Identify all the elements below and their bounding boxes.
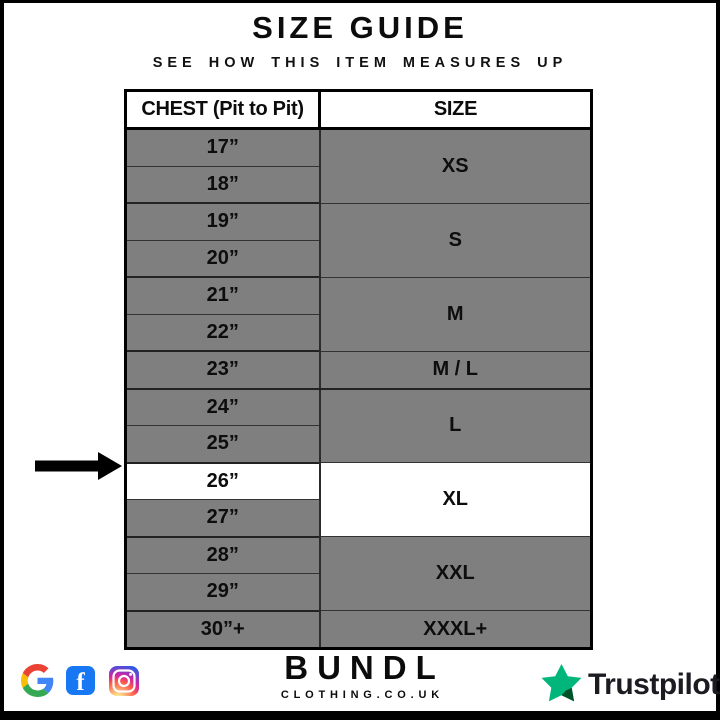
chest-cell: 19” xyxy=(126,203,320,240)
chest-cell: 25” xyxy=(126,426,320,463)
chest-cell: 28” xyxy=(126,537,320,574)
chest-cell: 21” xyxy=(126,277,320,314)
page-subtitle: SEE HOW THIS ITEM MEASURES UP xyxy=(152,55,568,71)
facebook-f-glyph: f xyxy=(76,669,85,695)
chest-cell: 20” xyxy=(126,240,320,277)
frame-border-bottom xyxy=(0,711,720,720)
row-indicator-arrow-icon xyxy=(35,452,122,480)
size-cell: L xyxy=(320,389,592,463)
size-row xyxy=(126,203,592,240)
size-column-header: SIZE xyxy=(320,91,592,129)
chest-cell: 24” xyxy=(126,389,320,426)
size-cell: M xyxy=(320,277,592,351)
chest-cell: 22” xyxy=(126,314,320,351)
size-table xyxy=(124,89,593,650)
brand-name: BUNDL xyxy=(284,649,445,686)
frame-border-top xyxy=(0,0,720,3)
size-cell: XS xyxy=(320,129,592,204)
size-cell: XXL xyxy=(320,537,592,611)
size-row xyxy=(126,129,592,167)
size-table-header-row xyxy=(126,91,592,129)
size-row xyxy=(126,277,592,314)
size-row-highlighted xyxy=(126,463,592,500)
size-row xyxy=(126,351,592,389)
chest-cell: 23” xyxy=(126,351,320,389)
size-cell: XXXL+ xyxy=(320,611,592,649)
chest-cell: 27” xyxy=(126,500,320,537)
size-row xyxy=(126,611,592,649)
size-row xyxy=(126,389,592,426)
brand-tagline: CLOTHING.CO.UK xyxy=(280,689,444,701)
chest-cell-highlighted: 26” xyxy=(126,463,320,500)
chest-cell: 29” xyxy=(126,574,320,611)
size-row xyxy=(126,537,592,574)
chest-cell: 18” xyxy=(126,166,320,203)
frame-border-right xyxy=(716,0,720,720)
trustpilot-logo xyxy=(540,663,720,706)
trustpilot-label: Trustpilot xyxy=(588,667,720,701)
trustpilot-star-icon xyxy=(540,663,583,706)
chest-cell: 30”+ xyxy=(126,611,320,649)
frame-border-left xyxy=(0,0,4,720)
chest-column-header: CHEST (Pit to Pit) xyxy=(126,91,320,129)
size-cell: S xyxy=(320,203,592,277)
size-cell-highlighted: XL xyxy=(320,463,592,537)
page-title: SIZE GUIDE xyxy=(252,10,468,45)
chest-cell: 17” xyxy=(126,129,320,167)
size-cell: M / L xyxy=(320,351,592,389)
